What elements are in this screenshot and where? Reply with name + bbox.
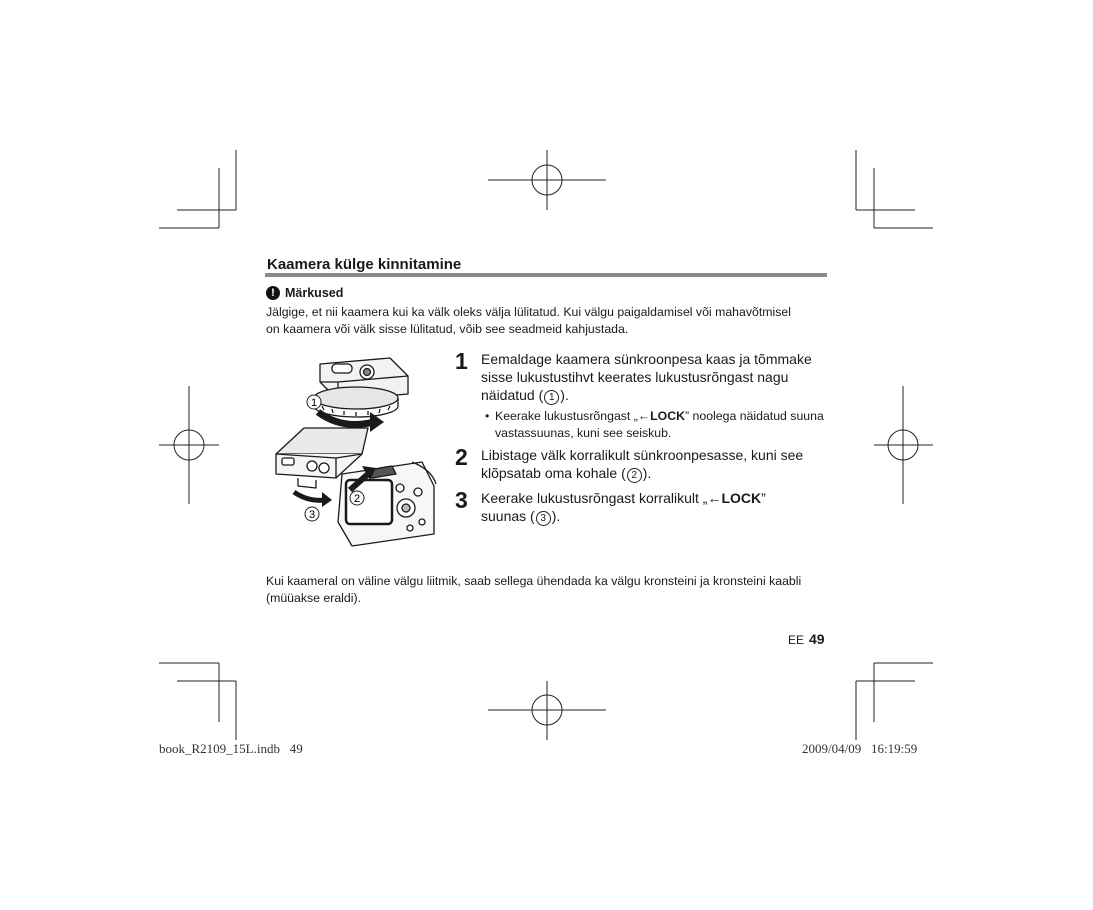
step-text-part: ). bbox=[551, 508, 561, 524]
step-1 bbox=[455, 350, 835, 442]
circled-number: 3 bbox=[536, 511, 551, 526]
page-number-value: 49 bbox=[809, 631, 825, 647]
step-3 bbox=[455, 489, 835, 526]
page-number bbox=[788, 631, 825, 647]
camera-flash-illustration bbox=[272, 350, 444, 550]
step-text bbox=[481, 350, 835, 405]
step-2 bbox=[455, 446, 835, 483]
exclamation-icon: ! bbox=[266, 286, 280, 300]
step-text bbox=[481, 446, 835, 483]
notes-heading-label: Märkused bbox=[285, 286, 344, 300]
slug-filename: book_R2109_15L.indb 49 bbox=[159, 741, 303, 756]
step-text-part: Libistage välk korralikult sünkroonpesasse, kuni see klõpsatab oma kohale ( bbox=[481, 447, 804, 481]
step-text bbox=[481, 489, 801, 526]
step-text-part: Keerake lukustusrõngast korralikult „ bbox=[481, 490, 708, 506]
step-bullet bbox=[485, 408, 835, 442]
lock-label: ←LOCK bbox=[637, 409, 685, 423]
bullet-text bbox=[495, 408, 835, 442]
step-number: 1 bbox=[455, 348, 468, 374]
section-title: Kaamera külge kinnitamine bbox=[267, 256, 462, 273]
step-text-part: ” suunas ( bbox=[481, 490, 766, 524]
lock-label: ←LOCK bbox=[707, 490, 762, 506]
circled-number: 2 bbox=[627, 468, 642, 483]
bullet-icon: • bbox=[485, 409, 490, 423]
title-rule bbox=[265, 273, 827, 277]
slug-timestamp: 2009/04/09 16:19:59 bbox=[802, 741, 918, 756]
step-text-part: ). bbox=[560, 387, 569, 403]
illustration-label-3: 3 bbox=[308, 509, 316, 521]
step-text-part: Eemaldage kaamera sünkroonpesa kaas ja tõmmake sisse lukustustihvt keerates lukustusrõngast nagu näidatud ( bbox=[481, 351, 812, 403]
step-number: 2 bbox=[455, 444, 468, 470]
step-text-part: ). bbox=[642, 465, 652, 481]
notes-body: Jälgige, et nii kaamera kui ka välk oleks välja lülitatud. Kui välgu paigaldamisel või mahavõtmisel on kaamera või välk sisse lülitatud, võib see seadmeid kahjustada. bbox=[266, 305, 791, 336]
footer-note: Kui kaameral on väline välgu liitmik, saab sellega ühendada ka välgu kronsteini ja kronsteini kaabli (müüakse eraldi). bbox=[266, 574, 802, 605]
illustration-label-2: 2 bbox=[353, 493, 361, 505]
illustration-label-1: 1 bbox=[310, 397, 318, 409]
notes-heading bbox=[266, 286, 343, 300]
page-lang: EE bbox=[788, 633, 805, 647]
bullet-text-part: ” noolega näidatud suuna vastassuunas, kuni see seiskub. bbox=[495, 409, 824, 440]
circled-number: 1 bbox=[544, 390, 559, 405]
step-number: 3 bbox=[455, 487, 468, 513]
bullet-text-part: Keerake lukustusrõngast „ bbox=[495, 409, 638, 423]
